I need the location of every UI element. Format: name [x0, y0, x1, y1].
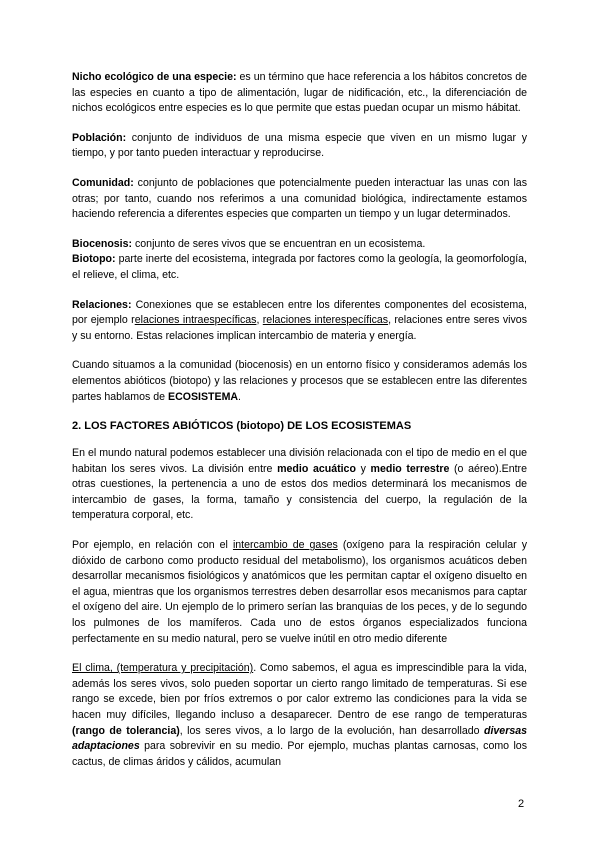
ecosistema-text: Cuando situamos a la comunidad (biocenosis) en un entorno físico y consideramos además los elementos abióticos (biotopo) y las relaciones y procesos que se establecen entre las diferentes partes hablamos de	[72, 359, 527, 403]
definition-relaciones-part3: , relaciones entre seres vivos y su entorno. Estas relaciones implican intercambio de materia y energía.	[72, 314, 527, 342]
definition-biocenosis: conjunto de seres vivos que se encuentran en un ecosistema.	[132, 237, 426, 250]
clima-underline: El clima, (temperatura y precipitación)	[72, 662, 254, 675]
paragraph-clima	[72, 661, 527, 770]
medio-acuatico: medio acuático	[277, 462, 356, 475]
paragraph-poblacion	[72, 131, 527, 162]
term-biocenosis: Biocenosis:	[72, 237, 133, 250]
link-relaciones-intraespecificas[interactable]: elaciones intraespecíficas	[134, 314, 257, 327]
definition-comunidad: conjunto de poblaciones que potencialmente pueden interactuar las unas con las otras; por tanto, cuando nos referimos a una comunidad biológica, indirectamente estamos haciendo referencia a diferentes especies que comparten un tiempo y un lugar determinados.	[72, 176, 527, 221]
definition-relaciones-part2: ,	[256, 314, 263, 327]
link-relaciones-interespecificas[interactable]: relaciones interespecíficas	[262, 314, 389, 327]
term-biotopo: Biotopo:	[72, 253, 116, 266]
paragraph-intercambio-gases	[72, 538, 527, 647]
paragraph-relaciones	[72, 298, 527, 345]
term-comunidad: Comunidad:	[72, 176, 134, 189]
paragraph-comunidad	[72, 176, 527, 223]
section-heading: 2. LOS FACTORES ABIÓTICOS (biotopo) DE LOS ECOSISTEMAS	[72, 420, 412, 433]
definition-poblacion: conjunto de individuos de una misma especie que viven en un mismo lugar y tiempo, y por tanto pueden interactuar y reproducirse.	[72, 131, 527, 160]
clima-text2: , los seres vivos, a lo largo de la evolución, han desarrollado	[179, 724, 484, 737]
ecosistema-end: .	[238, 390, 241, 403]
page-content	[72, 70, 527, 770]
medio-text1: En el mundo natural podemos establecer una división relacionada con el tipo de medio en el que habitan los seres vivos. La división entre	[72, 447, 527, 475]
term-ecosistema: ECOSISTEMA	[168, 390, 239, 403]
definition-relaciones-part1: Conexiones que se establecen entre los diferentes componentes del ecosistema, por ejemplo r	[72, 298, 527, 327]
clima-text1: . Como sabemos, el agua es imprescindible para la vida, además los seres vivos, solo pueden soportar un cierto rango limitado de temperaturas. Si ese rango se excede, bien por fríos extremos o por calor extremo las condiciones para la vida se hacen muy difíciles, llegando incluso a desaparecer. Dentro de ese rango de temperaturas	[72, 662, 527, 721]
paragraph-medio	[72, 446, 527, 524]
medio-terrestre: medio terrestre	[370, 462, 450, 475]
page-number: 2	[518, 798, 525, 810]
intercambio-gases-underline: intercambio de gases	[232, 539, 338, 552]
paragraph-biotopo	[72, 252, 527, 283]
term-relaciones: Relaciones:	[72, 298, 132, 311]
medio-text3: (o aéreo).Entre otras cuestiones, la pertenencia a uno de estos dos medios determinará los mecanismos de intercambio de gases, la forma, tamaño y consistencia del cuerpo, la regulación de la temperatura corporal, etc.	[72, 462, 527, 522]
medio-text2: y	[355, 462, 371, 475]
paragraph-ecosistema	[72, 358, 527, 405]
definition-biotopo: parte inerte del ecosistema, integrada por factores como la geología, la geomorfología, el relieve, el clima, etc.	[72, 253, 527, 281]
paragraph-nicho	[72, 70, 527, 117]
ejemplo-text1: Por ejemplo, en relación con el	[72, 539, 233, 552]
rango-tolerancia: (rango de tolerancia)	[72, 724, 180, 737]
definition-nicho: es un término que hace referencia a los hábitos concretos de las especies en cuanto a tipo de alimentación, lugar de nidificación, etc., la diferenciación de nichos ecológicos entre especies es lo que permite que estas puedan ocupar un mismo hábitat.	[72, 71, 527, 115]
paragraph-biocenosis	[72, 237, 527, 253]
diversas-adaptaciones: diversas adaptaciones	[72, 724, 527, 753]
term-nicho: Nicho ecológico de una especie:	[72, 71, 237, 83]
clima-text3: para sobrevivir en su medio. Por ejemplo, muchas plantas carnosas, como los cactus, de climas áridos y cálidos, acumulan	[72, 740, 527, 768]
term-poblacion: Población:	[72, 131, 127, 144]
ejemplo-text2: (oxígeno para la respiración celular y dióxido de carbono como producto residual del metabolismo), los organismos acuáticos deben desarrollar mecanismos fisiológicos y anatómicos que les permitan captar el oxígeno disuelto en el agua, mientras que los organismos terrestres deben desarrollar esos mecanismos para captar el oxígeno del aire. Un ejemplo de lo primero serían las branquias de los peces, y de lo segundo los pulmones de los mamíferos. Cada uno de estos órganos especializados funciona perfectamente en su medio natural, pero se vuelve inútil en otro medio diferente	[72, 539, 527, 645]
